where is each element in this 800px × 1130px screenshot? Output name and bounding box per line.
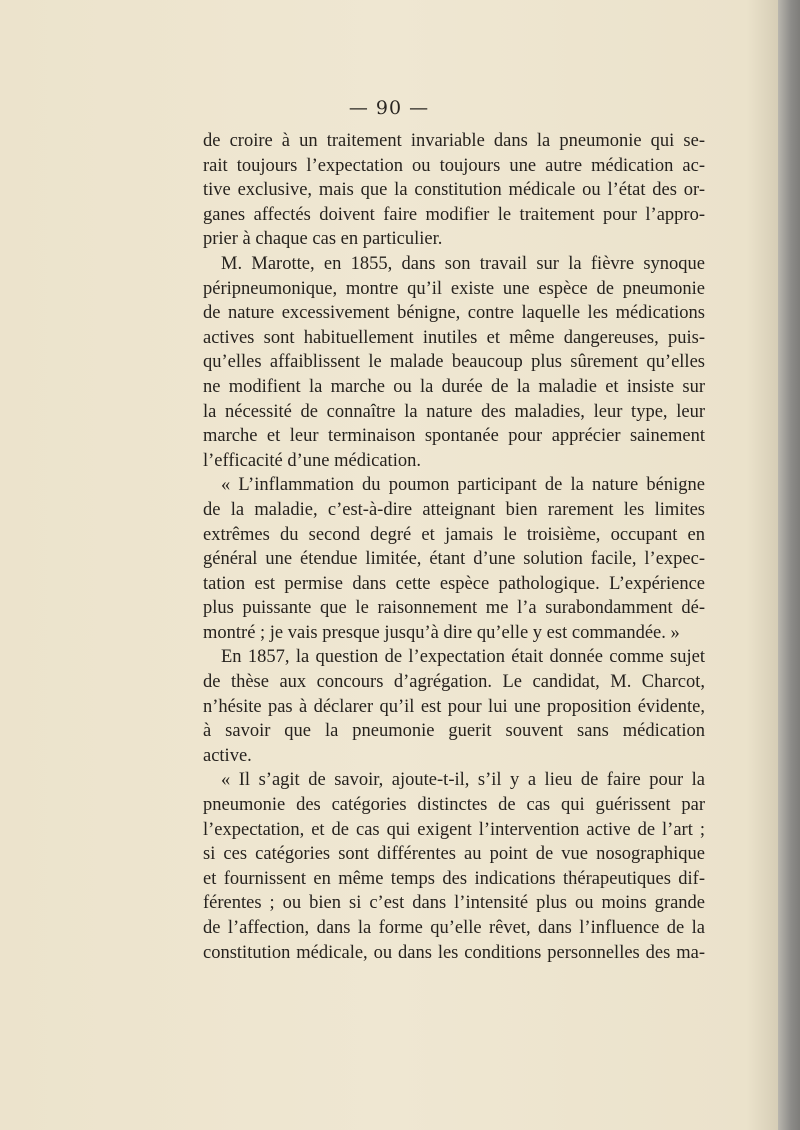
text-line: n’hésite pas à déclarer qu’il est pour lui une proposition évidente,	[203, 696, 705, 717]
text-line: de croire à un traitement invariable dans la pneumonie qui se-	[203, 131, 705, 151]
text-line: prier à chaque cas en particulier.	[203, 229, 443, 250]
text-line: constitution médicale, ou dans les conditions personnelles des ma-	[203, 942, 705, 963]
text-line: général une étendue limitée, étant d’une solution facile, l’expec-	[203, 549, 705, 570]
text-line: « Il s’agit de savoir, ajoute-t-il, s’il y a lieu de faire pour la	[221, 770, 705, 791]
text-line: « L’inflammation du poumon participant de la nature bénigne	[221, 475, 705, 496]
text-line: l’efficacité d’une médication.	[203, 450, 421, 471]
text-line: tive exclusive, mais que la constitution médicale ou l’état des or-	[203, 180, 705, 201]
text-line: marche et leur terminaison spontanée pour apprécier sainement	[203, 426, 705, 447]
body-text	[203, 129, 705, 965]
text-line: si ces catégories sont différentes au point de vue nosographique	[203, 844, 705, 865]
text-line: extrêmes du second degré et jamais le troisième, occupant en	[203, 524, 705, 545]
text-line: montré ; je vais presque jusqu’à dire qu’elle y est commandée. »	[203, 622, 680, 643]
text-line: qu’elles affaiblissent le malade beaucoup plus sûrement qu’elles	[203, 352, 705, 373]
text-line: plus puissante que le raisonnement me l’a surabondamment dé-	[203, 598, 705, 619]
text-line: de l’affection, dans la forme qu’elle rêvet, dans l’influence de la	[203, 918, 705, 938]
text-line: active.	[203, 745, 252, 766]
text-line: M. Marotte, en 1855, dans son travail sur la fièvre synoque	[221, 253, 705, 274]
text-line: l’expectation, et de cas qui exigent l’intervention active de l’art ;	[203, 819, 705, 840]
text-line: En 1857, la question de l’expectation était donnée comme sujet	[221, 647, 705, 668]
text-line: férentes ; ou bien si c’est dans l’intensité plus ou moins grande	[203, 893, 705, 914]
page-edge	[778, 0, 800, 1130]
text-line: actives sont habituellement inutiles et même dangereuses, puis-	[203, 327, 705, 348]
text-line: ganes affectés doivent faire modifier le traitement pour l’appro-	[203, 204, 705, 225]
text-line: à savoir que la pneumonie guerit souvent sans médication	[203, 721, 705, 742]
text-line: pneumonie des catégories distinctes de cas qui guérissent par	[203, 795, 705, 816]
text-line: tation est permise dans cette espèce pathologique. L’expérience	[203, 573, 705, 594]
text-line: et fournissent en même temps des indications thérapeutiques dif-	[203, 868, 705, 889]
text-line: de thèse aux concours d’agrégation. Le candidat, M. Charcot,	[203, 672, 705, 693]
text-line: péripneumonique, montre qu’il existe une espèce de pneumonie	[203, 278, 705, 299]
text-line: de la maladie, c’est-à-dire atteignant bien rarement les limites	[203, 499, 705, 520]
text-line: de nature excessivement bénigne, contre laquelle les médications	[203, 303, 705, 324]
text-line: ne modifient la marche ou la durée de la maladie et insiste sur	[203, 376, 705, 397]
text-line: la nécessité de connaître la nature des maladies, leur type, leur	[203, 401, 705, 422]
text-line: rait toujours l’expectation ou toujours une autre médication ac-	[203, 155, 705, 176]
page-number: — 90 —	[348, 97, 430, 119]
